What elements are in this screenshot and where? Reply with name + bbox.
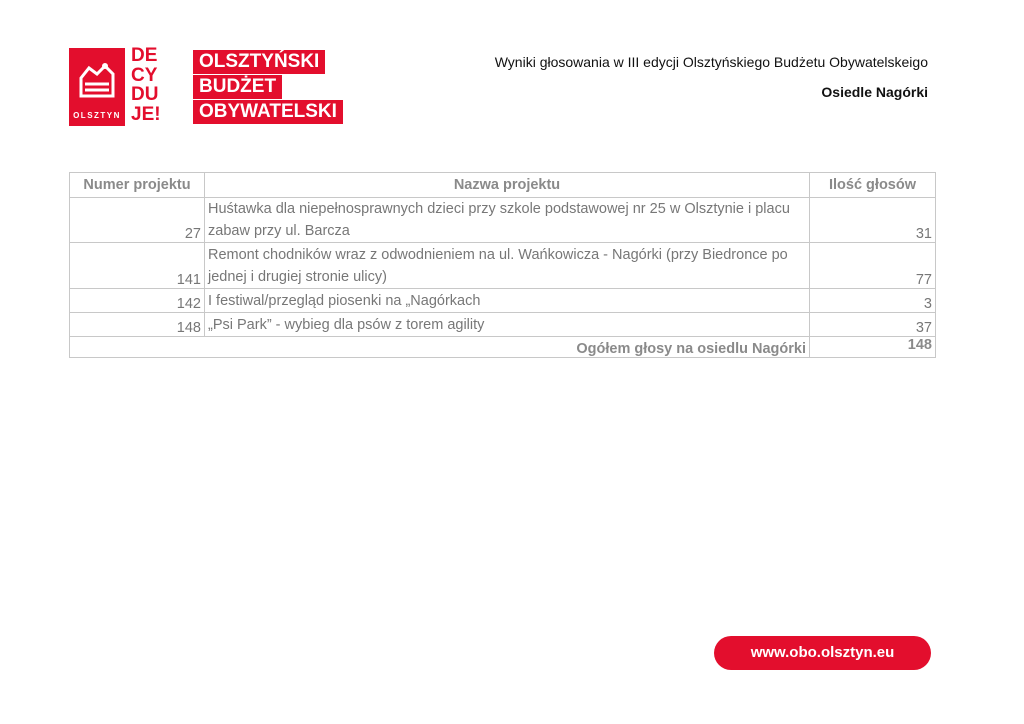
brand-line: OBYWATELSKI (193, 100, 343, 124)
table-row (70, 198, 936, 243)
slogan-line: DE (131, 45, 158, 66)
brand-line: OLSZTYŃSKI (193, 50, 325, 74)
project-number: 142 (70, 289, 205, 313)
project-votes: 37 (810, 313, 936, 337)
slogan-line: CY (131, 64, 158, 86)
column-header-name: Nazwa projektu (205, 173, 810, 198)
logo-city-label: OLSZTYN (73, 111, 121, 120)
total-label: Ogółem głosy na osiedlu Nagórki (70, 337, 810, 358)
project-votes: 31 (810, 198, 936, 243)
project-name: I festiwal/przegląd piosenki na „Nagórkach (205, 289, 810, 313)
total-value: 148 (810, 337, 936, 358)
page-title: Wyniki głosowania w III edycji Olsztyńskiego Budżetu Obywatelskeigo (494, 54, 928, 70)
table-row (70, 313, 936, 337)
project-votes: 3 (810, 289, 936, 313)
table-row (70, 243, 936, 289)
table-row (70, 289, 936, 313)
olsztyn-logo (69, 48, 125, 126)
slogan-line: DU (131, 84, 159, 105)
table-header-row (70, 173, 936, 198)
brand-line: BUDŻET (193, 75, 282, 99)
project-name: „Psi Park” - wybieg dla psów z torem agility (205, 313, 810, 337)
slogan-line: JE! (131, 103, 161, 125)
project-number: 141 (70, 243, 205, 289)
table-total-row (70, 337, 936, 358)
logo-slogan (131, 46, 161, 124)
project-name: Huśtawka dla niepełnosprawnych dzieci przy szkole podstawowej nr 25 w Olsztynie i placu zabaw przy ul. Barcza (205, 198, 810, 243)
page-subtitle: Osiedle Nagórki (821, 84, 928, 100)
project-name: Remont chodników wraz z odwodnieniem na ul. Wańkowicza - Nagórki (przy Biedronce po jednej i drugiej stronie ulicy) (205, 243, 810, 289)
results-table (69, 172, 936, 358)
column-header-number: Numer projektu (70, 173, 205, 198)
column-header-votes: Ilość głosów (810, 173, 936, 198)
project-number: 27 (70, 198, 205, 243)
project-number: 148 (70, 313, 205, 337)
website-link-button[interactable]: www.obo.olsztyn.eu (714, 636, 931, 670)
project-votes: 77 (810, 243, 936, 289)
city-emblem-icon (77, 58, 117, 100)
